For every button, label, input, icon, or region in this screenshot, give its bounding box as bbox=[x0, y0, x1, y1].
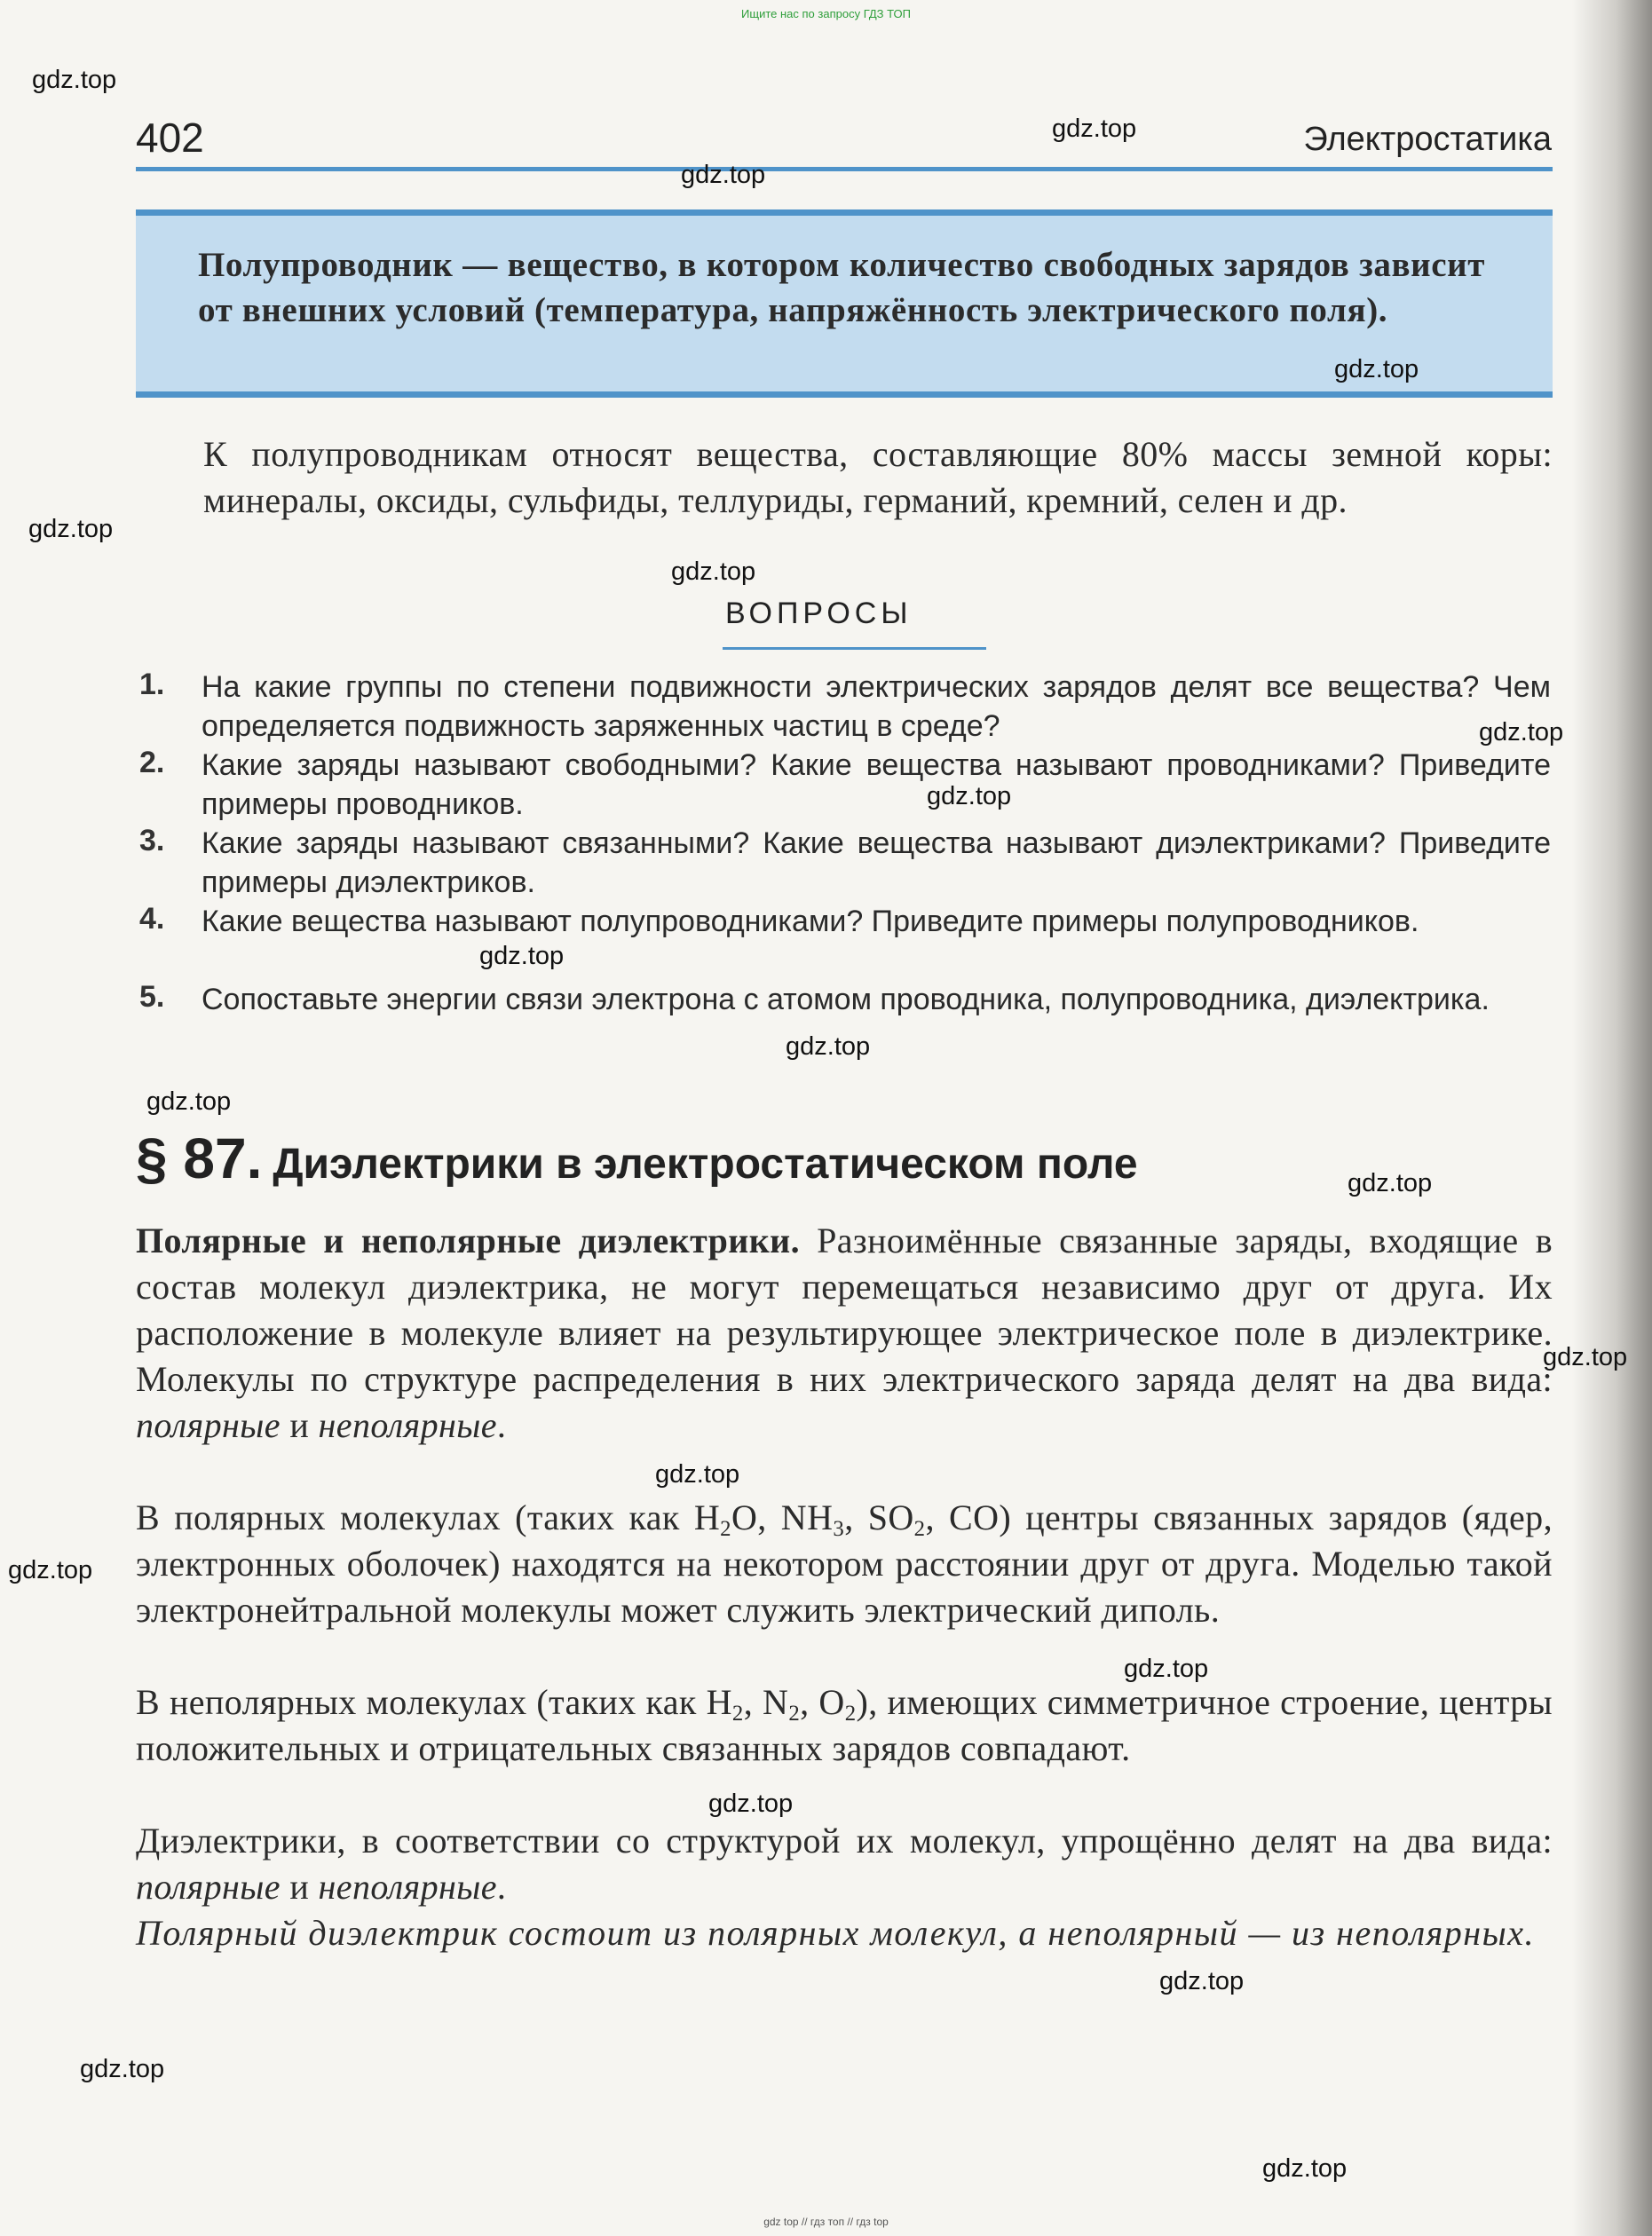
paragraph-text: В полярных молекулах (таких как H bbox=[136, 1497, 721, 1537]
term-polar: полярные bbox=[136, 1867, 281, 1907]
section-title: Диэлектрики в электростатическом поле bbox=[273, 1141, 1138, 1188]
question-number: 5. bbox=[139, 980, 165, 1014]
paragraph-text: , CO) центры связанных зарядов (ядер, электронных оболочек) находятся на некотором расстоянии друг от друга. Моделью такой электронейтральной молекулы может служить электрический диполь. bbox=[136, 1497, 1553, 1630]
watermark: gdz.top bbox=[8, 1556, 93, 1584]
subscript: 2 bbox=[731, 1702, 744, 1726]
top-note: Ищите нас по запросу ГДЗ ТОП bbox=[741, 7, 911, 20]
subscript: 2 bbox=[844, 1702, 857, 1726]
watermark: gdz.top bbox=[1348, 1169, 1433, 1197]
paragraph-text: , N bbox=[743, 1682, 789, 1722]
subscript: 3 bbox=[833, 1517, 845, 1541]
bottom-note: gdz top // гдз топ // гдз top bbox=[763, 2216, 889, 2228]
period: . bbox=[496, 1405, 507, 1445]
watermark: gdz.top bbox=[1479, 718, 1564, 747]
watermark: gdz.top bbox=[671, 557, 756, 586]
conjunction: и bbox=[280, 1867, 319, 1907]
question-text: На какие группы по степени подвижности электрических зарядов делят все вещества? Чем определяется подвижность заряженных частиц в среде? bbox=[202, 670, 1551, 743]
paragraph-text: , SO bbox=[844, 1497, 914, 1537]
paragraph-text: O, NH bbox=[731, 1497, 834, 1537]
question-number: 2. bbox=[139, 746, 165, 779]
paragraph-definition-italic: Полярный диэлектрик состоит из полярных молекул, а неполярный — из неполярных. bbox=[136, 1913, 1535, 1953]
subscript: 2 bbox=[788, 1702, 801, 1726]
watermark: gdz.top bbox=[927, 782, 1012, 810]
watermark: gdz.top bbox=[1334, 355, 1419, 383]
paragraph-polar-molecules bbox=[136, 1495, 1553, 1633]
watermark: gdz.top bbox=[681, 161, 766, 189]
page-edge-shadow bbox=[1572, 0, 1652, 2236]
paragraph-text: ), имеющих симметричное строение, центры положительных и отрицательных связанных зарядов совпадают. bbox=[136, 1682, 1553, 1768]
paragraph-polar-nonpolar bbox=[136, 1218, 1553, 1449]
definition-text: Полупроводник — вещество, в котором количество свободных зарядов зависит от внешних условий (температура, напряжённость электрического поля). bbox=[198, 246, 1485, 329]
paragraph-dielectric-types bbox=[136, 1818, 1553, 1910]
watermark: gdz.top bbox=[1262, 2154, 1348, 2183]
subscript: 2 bbox=[913, 1517, 926, 1541]
period: . bbox=[496, 1867, 507, 1907]
watermark: gdz.top bbox=[32, 66, 117, 94]
question-text: Какие заряды называют связанными? Какие вещества называют диэлектриками? Приведите примеры диэлектриков. bbox=[202, 826, 1551, 899]
section-number: § 87. bbox=[136, 1126, 263, 1190]
section-heading bbox=[136, 1126, 1138, 1191]
question-text: Какие вещества называют полупроводниками? Приведите примеры полупроводников. bbox=[202, 905, 1419, 938]
watermark: gdz.top bbox=[80, 2055, 165, 2083]
header-rule bbox=[136, 167, 1553, 171]
chapter-title: Электростатика bbox=[1303, 121, 1552, 158]
paragraph-body: Разноимённые связанные заряды, входящие в состав молекул диэлектрика, не могут перемещаться независимо друг от друга. Их расположение в молекуле влияет на результирующее электрическое поле в диэлектрике. Молекулы по структуре распределения в них электрического заряда делят на два вида: bbox=[136, 1221, 1553, 1399]
paragraph-text: В неполярных молекулах (таких как H bbox=[136, 1682, 732, 1722]
question-text: Сопоставьте энергии связи электрона с атомом проводника, полупроводника, диэлектрика. bbox=[202, 983, 1490, 1016]
watermark: gdz.top bbox=[786, 1032, 871, 1061]
questions-heading: ВОПРОСЫ bbox=[725, 597, 913, 630]
watermark: gdz.top bbox=[708, 1790, 794, 1818]
watermark: gdz.top bbox=[1159, 1967, 1245, 1995]
term-nonpolar: неполярные bbox=[318, 1405, 497, 1445]
watermark: gdz.top bbox=[146, 1087, 232, 1116]
watermark: gdz.top bbox=[28, 515, 114, 543]
paragraph-lead: Полярные и неполярные диэлектрики. bbox=[136, 1221, 801, 1260]
question-number: 4. bbox=[139, 902, 165, 936]
watermark: gdz.top bbox=[1124, 1655, 1209, 1683]
question-text: Какие заряды называют свободными? Какие вещества называют проводниками? Приведите примеры проводников. bbox=[202, 748, 1551, 821]
paragraph-text: , O bbox=[800, 1682, 845, 1722]
term-nonpolar: неполярные bbox=[318, 1867, 497, 1907]
question-number: 1. bbox=[139, 668, 165, 701]
watermark: gdz.top bbox=[1052, 115, 1137, 143]
paragraph-nonpolar-molecules bbox=[136, 1679, 1553, 1772]
watermark: gdz.top bbox=[1543, 1343, 1628, 1371]
watermark: gdz.top bbox=[479, 942, 565, 970]
questions-heading-rule bbox=[723, 647, 986, 650]
subscript: 2 bbox=[720, 1517, 731, 1541]
watermark: gdz.top bbox=[655, 1460, 740, 1489]
semiconductors-paragraph: К полупроводникам относят вещества, составляющие 80% массы земной коры: минералы, оксиды, сульфиды, теллуриды, германий, кремний, селен и др. bbox=[203, 434, 1553, 520]
question-number: 3. bbox=[139, 824, 165, 857]
term-polar: полярные bbox=[136, 1405, 281, 1445]
paragraph-text: Диэлектрики, в соответствии со структурой их молекул, упрощённо делят на два вида: bbox=[136, 1821, 1553, 1861]
page-number: 402 bbox=[136, 115, 204, 161]
conjunction: и bbox=[280, 1405, 319, 1445]
